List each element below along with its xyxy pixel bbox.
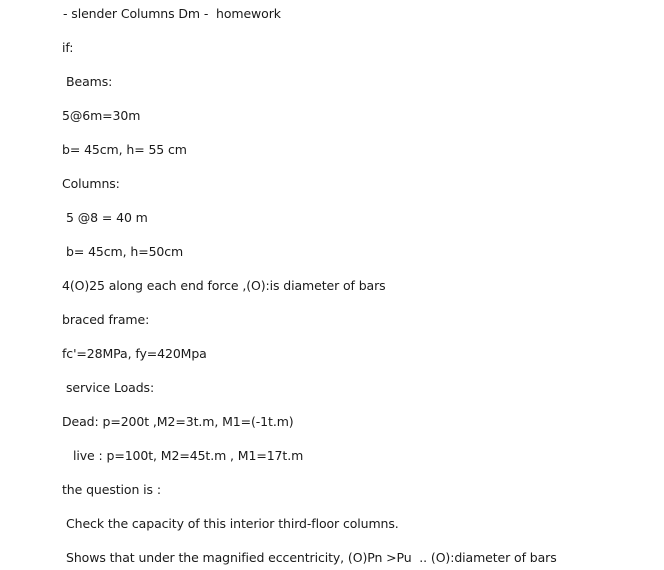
document-title: - slender Columns Dm - homework (63, 6, 281, 21)
question-heading: the question is : (62, 482, 161, 497)
columns-heading: Columns: (62, 176, 120, 191)
beams-span-text: 5@6m=30m (62, 108, 141, 123)
columns-section-text: b= 45cm, h=50cm (66, 244, 184, 259)
beams-heading: Beams: (66, 74, 113, 89)
service-loads-heading: service Loads: (66, 380, 155, 395)
frame-type-text: braced frame: (62, 312, 150, 327)
reinforcement-text: 4(O)25 along each end force ,(O):is diameter of bars (62, 278, 386, 293)
beams-section-text: b= 45cm, h= 55 cm (62, 142, 187, 157)
question-part-2: Shows that under the magnified eccentricity, (O)Pn >Pu .. (O):diameter of bars (66, 550, 557, 565)
given-label: if: (62, 40, 74, 55)
dead-load-text: Dead: p=200t ,M2=3t.m, M1=(-1t.m) (62, 414, 294, 429)
material-properties-text: fc'=28MPa, fy=420Mpa (62, 346, 207, 361)
columns-span-text: 5 @8 = 40 m (66, 210, 148, 225)
live-load-text: live : p=100t, M2=45t.m , M1=17t.m (73, 448, 304, 463)
question-part-1: Check the capacity of this interior third-floor columns. (66, 516, 399, 531)
